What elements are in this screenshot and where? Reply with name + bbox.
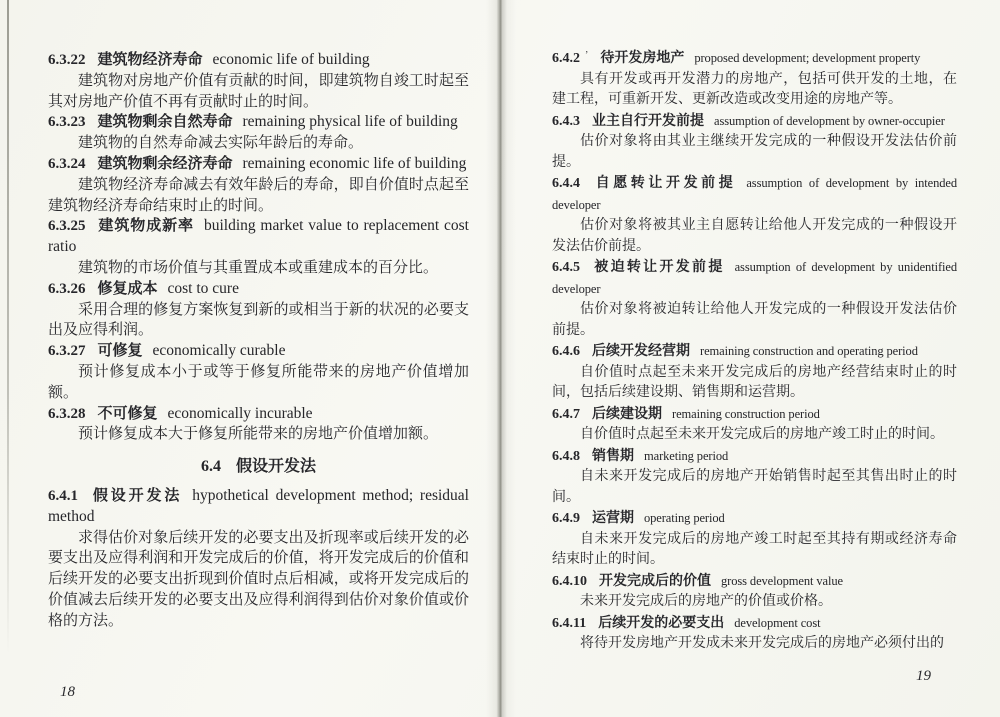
term-chinese: 后续开发的必要支出 [598, 615, 725, 631]
term-chinese: 假设开发法 [90, 487, 183, 504]
term-chinese: 修复成本 [97, 280, 158, 297]
term-entry [552, 613, 957, 635]
page-right [552, 46, 957, 655]
term-definition: 建筑物对房地产价值有贡献的时间，即建筑物自竣工时起至其对房地产价值不再有贡献时止的时间。 [48, 72, 469, 110]
term-entry [552, 341, 957, 363]
term-number: 6.4.5 [552, 260, 580, 275]
term-english: marketing period [644, 448, 729, 463]
term-number: 6.4.8 [552, 448, 580, 464]
term-number: 6.4.7 [552, 406, 580, 422]
term-english: gross development value [721, 573, 843, 588]
term-number: 6.3.24 [48, 155, 86, 172]
scan-edge-shadow [7, 0, 9, 655]
term-english: remaining economic life of building [242, 154, 467, 172]
term-english: building market value to replacement cost ratio [48, 217, 469, 256]
term-definition: 建筑物经济寿命减去有效年龄后的寿命，即自价值时点起至建筑物经济寿命结束时止的时间。 [48, 176, 469, 214]
term-english: economically curable [152, 342, 286, 360]
section-title: 假设开发法 [235, 458, 316, 476]
term-entry [552, 404, 957, 426]
term-chinese: 后续建设期 [592, 406, 662, 422]
term-chinese: 建筑物成新率 [97, 218, 194, 235]
term-chinese: 自愿转让开发前提 [592, 176, 737, 191]
term-definition: 自价值时点起至未来开发完成后的房地产竣工时止的时间。 [580, 427, 944, 442]
term-english: remaining construction and operating period [700, 344, 918, 358]
term-chinese: 运营期 [592, 511, 634, 526]
term-english: economically incurable [167, 404, 313, 422]
term-entry [48, 341, 469, 362]
term-english: remaining construction period [672, 406, 820, 421]
term-entry [48, 216, 469, 258]
page-blocks [48, 50, 469, 632]
page-number-right: 19 [916, 668, 931, 684]
term-entry [552, 111, 957, 133]
term-number: 6.3.27 [48, 343, 86, 360]
section-number: 6.4 [200, 458, 221, 476]
term-chinese: 销售期 [592, 448, 634, 464]
term-definition: 自未来开发完成后的房地产开始销售时起至其售出时止的时间。 [552, 469, 957, 505]
book-gutter-shadow [486, 0, 516, 717]
term-english: assumption of development by owner-occupier [714, 113, 945, 128]
term-definition: 未来开发完成后的房地产的价值或价格。 [580, 594, 832, 609]
term-chinese: 被迫转让开发前提 [592, 260, 725, 275]
term-number: 6.4.9 [552, 511, 580, 526]
term-entry [48, 279, 469, 300]
term-english: cost to cure [167, 279, 239, 297]
page-left [48, 50, 469, 632]
term-chinese: 建筑物经济寿命 [97, 52, 203, 68]
term-entry [552, 173, 957, 216]
term-entry [552, 571, 957, 593]
term-entry [48, 154, 469, 175]
term-english: assumption of development by unidentified developer [552, 260, 957, 296]
term-definition: 估价对象将由其业主继续开发完成的一种假设开发法估价前提。 [552, 134, 957, 170]
term-definition: 估价对象将被其业主自愿转让给他人开发完成的一种假设开发法估价前提。 [552, 218, 957, 254]
term-entry [48, 486, 469, 528]
term-definition: 将待开发房地产开发成未来开发完成后的房地产必须付出的 [580, 636, 944, 651]
term-definition: 预计修复成本小于或等于修复所能带来的房地产价值增加额。 [48, 363, 469, 401]
term-number: 6.4.11 [552, 615, 587, 631]
term-number: 6.3.22 [48, 52, 86, 68]
term-english: proposed development; development property [694, 51, 921, 65]
term-english: operating period [644, 511, 725, 525]
term-definition: 求得估价对象后续开发的必要支出及折现率或后续开发的必要支出及应得利润和开发完成后的价值，将开发完成后的价值和后续开发的必要支出折现到价值时点后相减，或将开发完成后的价值减去后续开发的必要支出及应得利润得到估价对象价值或价格的方法。 [48, 529, 469, 629]
term-number: 6.3.26 [48, 280, 86, 297]
term-english: hypothetical development method; residual method [48, 486, 469, 525]
term-chinese: 建筑物剩余自然寿命 [97, 114, 233, 131]
term-definition: 自未来开发完成后的房地产竣工时起至其持有期或经济寿命结束时止的时间。 [552, 531, 957, 567]
term-number: 6.4.2 [552, 51, 580, 66]
term-number: 6.4.10 [552, 573, 587, 589]
term-number: 6.4.6 [552, 344, 580, 359]
term-number: 6.3.23 [48, 114, 86, 131]
section-heading [48, 457, 469, 478]
term-definition: 自价值时点起至未来开发完成后的房地产经营结束时止的时间，包括后续建设期、销售期和运营期。 [552, 364, 957, 400]
term-definition: 建筑物的自然寿命减去实际年龄后的寿命。 [78, 135, 364, 152]
term-entry [552, 257, 957, 300]
term-number: 6.3.28 [48, 405, 86, 422]
term-definition: 采用合理的修复方案恢复到新的或相当于新的状况的必要支出及应得利润。 [48, 301, 469, 339]
page-blocks [552, 46, 957, 655]
term-number: 6.4.3 [552, 113, 580, 129]
term-chinese: 开发完成后的价值 [599, 573, 711, 589]
page-number-left: 18 [60, 684, 75, 700]
term-entry [48, 112, 469, 133]
term-definition: 具有开发或再开发潜力的房地产，包括可供开发的土地，在建工程，可重新开发、更新改造或改变用途的房地产等。 [552, 71, 957, 107]
term-chinese: 待开发房地产 [600, 51, 685, 66]
term-chinese: 不可修复 [97, 405, 158, 422]
term-number: 6.3.25 [48, 218, 86, 235]
term-chinese: 业主自行开发前提 [592, 113, 704, 129]
term-number: 6.4.4 [552, 176, 580, 191]
term-chinese: 可修复 [97, 343, 143, 360]
term-entry [552, 508, 957, 530]
term-chinese: 后续开发经营期 [592, 344, 690, 359]
term-english: development cost [734, 615, 821, 630]
term-definition: 建筑物的市场价值与其重置成本或重建成本的百分比。 [78, 259, 439, 276]
term-english: remaining physical life of building [242, 113, 458, 131]
term-entry [552, 46, 957, 70]
term-chinese: 建筑物剩余经济寿命 [97, 155, 233, 172]
term-english: economic life of building [212, 51, 370, 68]
term-definition: 预计修复成本大于修复所能带来的房地产价值增加额。 [78, 426, 439, 443]
pen-mark: ’ [585, 50, 589, 61]
term-definition: 估价对象将被迫转让给他人开发完成的一种假设开发法估价前提。 [552, 302, 957, 338]
term-number: 6.4.1 [48, 487, 78, 504]
term-english: assumption of development by intended developer [552, 176, 958, 212]
term-entry [48, 404, 469, 425]
term-entry [552, 446, 957, 468]
term-entry [48, 50, 469, 71]
